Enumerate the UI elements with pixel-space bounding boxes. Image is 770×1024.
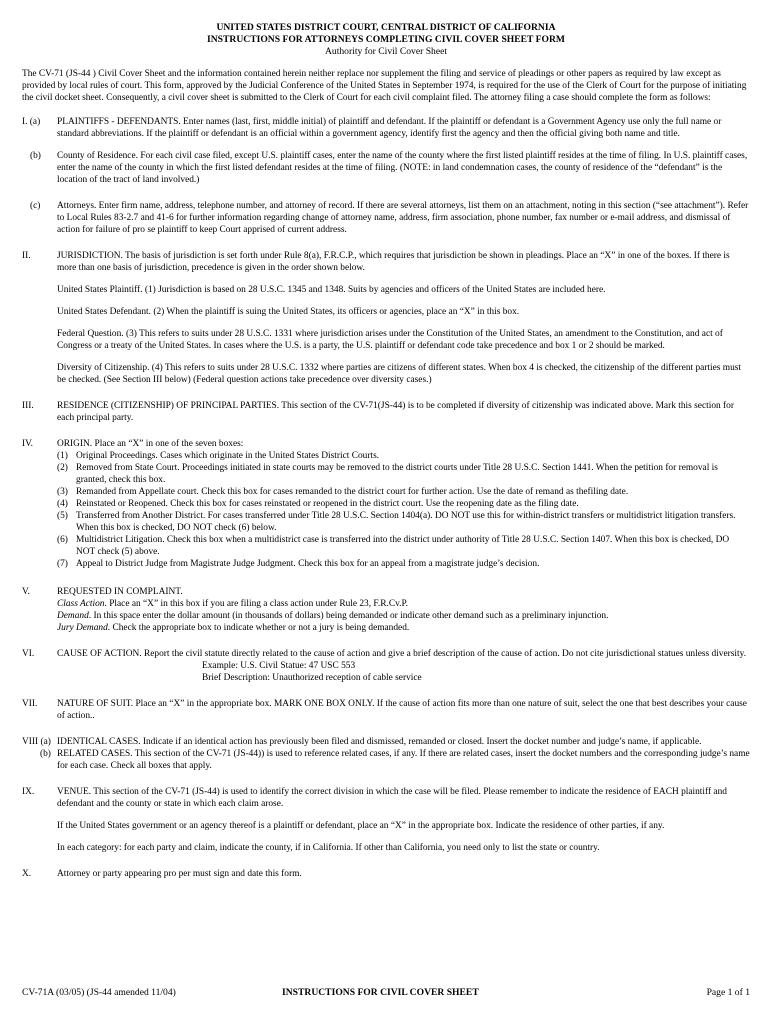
federal-question-text: Federal Question. (3) This refers to suits under 28 U.S.C. 1331 where jurisdiction arises under the Constitution of the United States, an amendment to the Constitution, and act of Congress or a treaty of the United States. In cases where the U.S. is a party, the U.S. plaintiff or defendant code take precedence and box 1 or 2 should be marked. [57, 329, 723, 351]
section-text: RESIDENCE (CITIZENSHIP) OF PRINCIPAL PARTIES. This section of the CV-71(JS-44) is to be completed if diversity of citizenship was indicated above. Mark this section for each principal party. [57, 401, 734, 423]
section-label: VII. [22, 699, 38, 709]
section-8a [22, 736, 750, 748]
document-page [22, 22, 750, 880]
form-number: CV-71A (03/05) (JS-44 amended 11/04) [22, 987, 176, 998]
section-text: IDENTICAL CASES. Indicate if an identical action has previously been filed and dismissed, remanded or closed. Insert the docket number and judge’s name, if applicable. [57, 737, 702, 747]
list-item: (5) Transferred from Another District. For cases transferred under Title 28 U.S.C. Section 1404(a). DO NOT use this for within-district transfers or multidistrict litigation transfers. When this box is checked, DO NOT check (6) below. [57, 511, 736, 533]
section-text: Attorney or party appearing pro per must sign and date this form. [57, 869, 302, 879]
section-1a [22, 116, 750, 140]
origin-text: ORIGIN. Place an “X” in one of the seven boxes: [57, 439, 244, 449]
section-text: RELATED CASES. This section of the CV-71 (JS-44)) is used to reference related cases, if any. If there are related cases, insert the docket numbers and the corresponding judge’s name for each case. Check all boxes that apply. [57, 749, 750, 771]
section-1b [22, 150, 750, 186]
list-item: (4) Reinstated or Reopened. Check this box for cases reinstated or reopened in the district court. Use the reopening date as the filing date. [57, 499, 579, 509]
origin-list [57, 450, 750, 570]
intro-paragraph: The CV-71 (JS-44 ) Civil Cover Sheet and the information contained herein neither replace nor supplement the filing and service of pleadings or other papers as required by law except as provided by local rules of court. This form, approved by the Judicial Conference of the United States in September 1974, is required for the use of the Clerk of Court for the purpose of initiating the civil docket sheet. Consequently, a civil cover sheet is submitted to the Clerk of Court for each civil complaint filed. The attorney filing a case should complete the form as follows: [22, 69, 747, 103]
section-label: VI. [22, 649, 35, 659]
section-label: III. [22, 401, 34, 411]
us-plaintiff-text: United States Plaintiff. (1) Jurisdiction is based on 28 U.S.C. 1345 and 1348. Suits by agencies and officers of the United States are included here. [57, 285, 606, 295]
us-government-text: If the United States government or an agency thereof is a plaintiff or defendant, place an “X” in the appropriate box. Indicate the residence of other parties, if any. [57, 821, 665, 831]
section-2 [22, 250, 750, 386]
section-label: II. [22, 251, 31, 261]
jurisdiction-text: JURISDICTION. The basis of jurisdiction is set forth under Rule 8(a), F.R.C.P., which requires that jurisdiction be shown in pleadings. Place an “X” in one of the boxes. If there is more than one basis of jurisdiction, precedence is given in the order shown below. [57, 251, 730, 273]
jury-demand-line: Jury Demand. Check the appropriate box to indicate whether or not a jury is being demanded. [57, 623, 410, 633]
us-defendant-text: United States Defendant. (2) When the plaintiff is suing the United States, its officers or agencies, place an “X” in this box. [57, 307, 520, 317]
section-text: Attorneys. Enter firm name, address, telephone number, and attorney of record. If there are several attorneys, list them on an attachment, noting in this section (“see attachment”). Refer to Local Rules 83-2.7 and 41-6 for further information regarding change of attorney name, address, firm association, phone number, fax number or e-mail address, and dismissal of action for failure of pro se plaintiff to keep Court apprised of current address. [57, 201, 749, 235]
venue-text: VENUE. This section of the CV-71 (JS-44) is used to identify the correct division in which the case will be filed. Please remember to indicate the residence of EACH plaintiff and defendant and the county or state in which each claim arose. [57, 787, 727, 809]
section-7 [22, 698, 750, 722]
section-label: X. [22, 869, 32, 879]
page-number: Page 1 of 1 [706, 987, 750, 998]
diversity-text: Diversity of Citizenship. (4) This refers to suits under 28 U.S.C. 1332 where parties are citizens of different states. When box 4 is checked, the citizenship of the different parties must be checked. (See Section III below) (Federal question actions take precedence over diversity cases.) [57, 363, 742, 385]
list-item: (6) Multidistrict Litigation. Check this box when a multidistrict case is transferred into the district under authority of Title 28 U.S.C. Section 1407. When this box is checked, DO NOT check (5) above. [57, 535, 730, 557]
section-text: PLAINTIFFS - DEFENDANTS. Enter names (last, first, middle initial) of plaintiff and defendant. If the plaintiff or defendant is a Government Agency use only the full name or standard abbreviations. If the plaintiff or defendant is an official within a government agency, identify first the agency and then the official giving both name and title. [57, 117, 722, 139]
list-item: (2) Removed from State Court. Proceedings initiated in state courts may be removed to the district courts under Title 28 U.S.C. Section 1441. When the petition for removal is granted, check this box. [57, 463, 718, 485]
list-item: (3) Remanded from Appellate court. Check this box for cases remanded to the district court for further action. Use the date of remand as thefiling date. [57, 487, 629, 497]
section-text: NATURE OF SUIT. Place an “X” in the appropriate box. MARK ONE BOX ONLY. If the cause of action fits more than one nature of suit, select the one that best describes your cause of action.. [57, 699, 747, 721]
section-10 [22, 868, 750, 880]
section-label: (c) [30, 201, 41, 211]
cause-of-action-text: CAUSE OF ACTION. Report the civil statute directly related to the cause of action and give a brief description of the cause of action. Do not cite jurisdictional statues unless diversity. [57, 649, 747, 659]
section-label: V. [22, 587, 30, 597]
example-line: Example: U.S. Civil Statue: 47 USC 553 [202, 661, 356, 671]
section-label: IV. [22, 439, 34, 449]
form-title: INSTRUCTIONS FOR ATTORNEYS COMPLETING CIVIL COVER SHEET FORM [207, 34, 565, 45]
section-3 [22, 400, 750, 424]
section-5 [22, 586, 750, 634]
page-footer [22, 987, 750, 1001]
section-label: VIII (a) [22, 737, 51, 747]
category-text: In each category: for each party and claim, indicate the county, if in California. If other than California, you need only to list the state or country. [57, 843, 600, 853]
section-4 [22, 438, 750, 570]
authority-subtitle: Authority for Civil Cover Sheet [324, 46, 448, 57]
brief-description-line: Brief Description: Unauthorized reception of cable service [202, 673, 422, 683]
section-label: I. (a) [22, 117, 41, 127]
section-text: County of Residence. For each civil case filed, except U.S. plaintiff cases, enter the name of the county where the first listed plaintiff resides at the time of filing. In U.S. plaintiff cases, enter the name of the county in which the first listed defendant resides at the time of filing. (NOTE: in land condemnation cases, the county of residence of the “defendant” is the location of the tract of land involved.) [57, 151, 748, 185]
section-1c [22, 200, 750, 236]
list-item: (1) Original Proceedings. Cases which originate in the United States District Courts. [57, 451, 380, 461]
section-label: (b) [30, 151, 41, 161]
class-action-line: Class Action. Place an “X” in this box if you are filing a class action under Rule 23, F.R.Cv.P. [57, 599, 409, 609]
list-item: (7) Appeal to District Judge from Magistrate Judge Judgment. Check this box for an appeal from a magistrate judge’s decision. [57, 559, 540, 569]
section-6 [22, 648, 750, 684]
section-9 [22, 786, 750, 854]
section-label: (b) [40, 749, 51, 759]
court-title: UNITED STATES DISTRICT COURT, CENTRAL DISTRICT OF CALIFORNIA [216, 22, 556, 33]
section-label: IX. [22, 787, 35, 797]
section-8b [22, 748, 750, 772]
requested-title: REQUESTED IN COMPLAINT. [57, 587, 183, 597]
footer-title: INSTRUCTIONS FOR CIVIL COVER SHEET [282, 987, 479, 998]
demand-line: Demand. In this space enter the dollar amount (in thousands of dollars) being demanded or indicate other demand such as a preliminary injunction. [57, 611, 609, 621]
